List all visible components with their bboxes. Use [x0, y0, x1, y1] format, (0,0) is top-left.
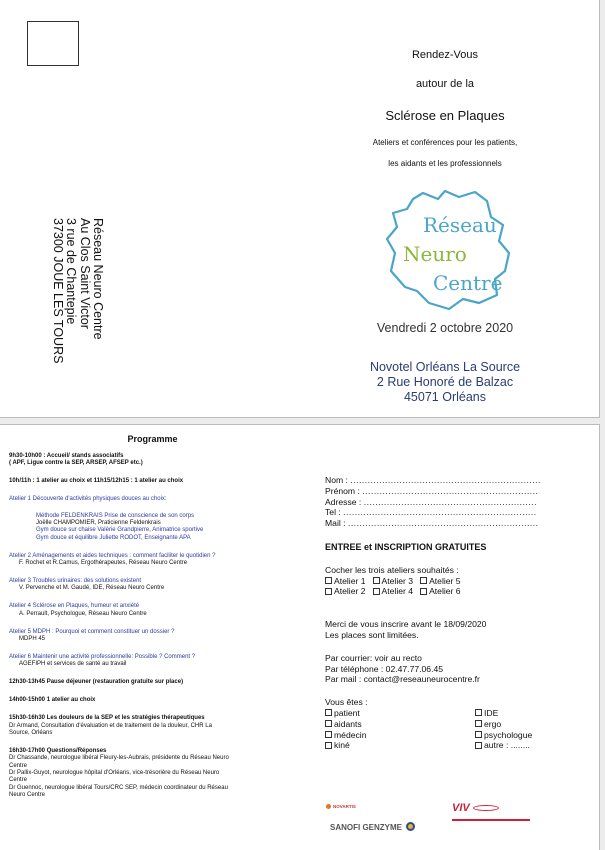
program-lunch [9, 679, 301, 686]
atelier-title: Atelier 3 Troubles urinaires: des solutions existent [9, 578, 142, 585]
invitation-front [0, 0, 600, 418]
role-checkbox[interactable]: patient [325, 708, 475, 719]
ateliers-row-1 [325, 576, 585, 587]
form-heading: ENTREE et INSCRIPTION GRATUITES [325, 541, 487, 552]
invite-title: Sclérose en Plaques [385, 108, 505, 123]
program-text: Gym douce sur chaise Valérie Grandpierre, Animatrice sportive [36, 527, 204, 534]
role-checkbox[interactable]: psychologue [475, 730, 585, 741]
program-text: A. Perrault, Psychologue, Réseau Neuro Centre [19, 610, 147, 617]
program-text: V. Pervenche et M. Gaudé, IDE, Réseau Neuro Centre [19, 585, 165, 592]
program-text: Centre [9, 762, 28, 769]
program-text: F. Rochet et R.Camus, Ergothérapeutes, Réseau Neuro Centre [19, 560, 188, 567]
invitation-back [0, 424, 600, 850]
form-adresse[interactable]: Adresse : ............................................................ [325, 496, 537, 507]
checkbox-icon [420, 588, 427, 595]
logo-word-1: Réseau [423, 213, 497, 237]
novartis-logo: NOVARTIS [326, 804, 356, 809]
atelier-checkbox[interactable]: Atelier 6 [420, 586, 461, 596]
logo-word-2: Neuro [403, 242, 467, 266]
role-checkbox[interactable]: médecin [325, 730, 475, 741]
checkbox-icon [475, 742, 482, 749]
program-text: Gym douce et équilibre Juliette RODOT, Enseignante APA [36, 534, 191, 541]
ateliers-row-2 [325, 586, 585, 597]
form-label: Nom : [325, 475, 348, 485]
atelier-title: Atelier 2 Aménagements et aides techniques : comment faciliter le quotidien ? [9, 552, 216, 559]
atelier-checkbox[interactable]: Atelier 4 [373, 586, 414, 596]
program-conference [9, 715, 301, 737]
form-nom[interactable]: Nom : .................................................................. [325, 475, 541, 485]
program-atelier-6 [9, 654, 301, 669]
program-text: 9h30-10h00 : Accueil/ stands associatifs [9, 453, 124, 459]
atelier-title: Atelier 1 Découverte d'activités physiques douces au choix: [9, 496, 167, 503]
program-text: Source, Orléans [9, 729, 53, 736]
contact-courrier: Par courrier: voir au recto [325, 652, 422, 663]
role-checkbox[interactable]: IDE [475, 708, 585, 719]
contact-telephone: Par téléphone : 02.47.77.06.45 [325, 663, 444, 674]
program-text: Centre [9, 777, 28, 784]
program-text: Dr Guennoc, neurologue libéral Tours/CRC SEP, médecin coordinateur du Réseau [9, 784, 228, 791]
checkbox-icon [325, 577, 332, 584]
viv-logo: VIV [452, 802, 499, 814]
program-list [9, 453, 301, 810]
program-qa [9, 748, 301, 800]
program-atelier-5 [9, 629, 301, 644]
role-checkbox[interactable]: autre : ........ [475, 740, 585, 751]
form-label: Prénom : [325, 485, 360, 496]
role-label: Vous êtes : [325, 697, 368, 708]
atelier-checkbox[interactable]: Atelier 5 [420, 576, 461, 586]
venue-line: Novotel Orléans La Source [369, 360, 521, 374]
venue-line: 2 Rue Honoré de Balzac [376, 375, 514, 389]
contact-email[interactable]: Par mail : contact@reseauneurocentre.fr [325, 674, 480, 685]
program-text: AGEFIPH et services de santé au travail [19, 661, 127, 668]
form-label: Tel : [325, 507, 341, 518]
checkbox-icon [475, 709, 482, 716]
form-label: Mail : [325, 518, 346, 529]
program-title: Programme [127, 434, 178, 444]
program-text: Joëlle CHAMPOMIER, Praticienne Feldenkrais [36, 520, 161, 527]
address-line: 3 rue de Chantepie [64, 218, 79, 325]
checkbox-icon [373, 588, 380, 595]
invite-sub-1: Ateliers et conférences pour les patients, [372, 138, 518, 147]
program-morning [9, 478, 301, 485]
form-mail[interactable]: Mail : .................................................................. [325, 518, 539, 529]
checkbox-icon [325, 742, 332, 749]
invite-line-1: Rendez-Vous [411, 49, 479, 61]
venue-line: 45071 Orléans [403, 390, 486, 404]
checkbox-icon [325, 720, 332, 727]
program-text: 10h/11h : 1 atelier au choix et 11h15/12h15 : 1 atelier au choix [9, 478, 184, 485]
program-text: 14h00-15h00 1 atelier au choix [9, 697, 96, 704]
viv-underline [452, 819, 530, 821]
checkbox-icon [475, 720, 482, 727]
deadline-note: Merci de vous inscrire avant le 18/09/2020 [325, 619, 487, 630]
checkbox-icon [373, 577, 380, 584]
role-checkbox[interactable]: kiné [325, 740, 475, 751]
program-text: 12h30-13h45 Pause déjeuner (restauration gratuite sur place) [9, 679, 184, 686]
role-grid [325, 708, 585, 751]
atelier-checkbox[interactable]: Atelier 3 [373, 576, 414, 586]
places-note: Les places sont limitées. [325, 629, 419, 640]
stamp-box [27, 21, 79, 66]
atelier-title: Atelier 4 Sclérose en Plaques, humeur et anxiété [9, 603, 140, 610]
form-tel[interactable]: Tel : ................................................................... [325, 507, 537, 518]
program-text: Dr Chassande, neurologue libéral Fleury-les-Aubrais, présidente du Réseau Neuro [9, 755, 229, 762]
program-atelier-1 [9, 496, 301, 542]
event-date: Vendredi 2 octobre 2020 [376, 321, 514, 335]
checkbox-icon [325, 588, 332, 595]
program-text: ( APF, Ligue contre la SEP, ARSEP, AFSEP etc.) [9, 460, 143, 467]
program-welcome [9, 453, 301, 468]
program-afternoon [9, 697, 301, 704]
checkbox-icon [475, 731, 482, 738]
program-text: 15h30-16h30 Les douleurs de la SEP et les stratégies thérapeutiques [9, 715, 205, 722]
invite-line-2: autour de la [415, 78, 475, 90]
registration-form [325, 475, 585, 751]
address-line: 37300 JOUE LES TOURS [50, 218, 65, 364]
checkbox-icon [325, 709, 332, 716]
atelier-checkbox[interactable]: Atelier 2 [325, 586, 366, 596]
form-label: Adresse : [325, 496, 362, 507]
role-checkbox[interactable]: aidants [325, 719, 475, 730]
program-text: Dr Pallix-Guyot, neurologue hôpital d'Orléans, vice-trésorière du Réseau Neuro [9, 770, 220, 777]
atelier-title: Atelier 6 Maintenir une activité professionnelle: Possible ? Comment ? [9, 654, 196, 660]
atelier-title: Atelier 5 MDPH : Pourquoi et comment constituer un dossier ? [9, 628, 175, 635]
address-line: Réseau Neuro Centre [91, 218, 105, 340]
ateliers-label: Cocher les trois ateliers souhaités : [325, 564, 459, 575]
return-address [50, 218, 104, 378]
atelier-checkbox[interactable]: Atelier 1 [325, 576, 366, 586]
program-text: MDPH 45 [19, 636, 46, 643]
program-atelier-3 [9, 578, 301, 593]
form-prenom[interactable]: Prénom : ............................................................. [325, 485, 539, 496]
program-text: Dr Armand, Consultation d'évaluation et de traitement de la douleur, CHR La [9, 722, 212, 729]
program-atelier-2 [9, 553, 301, 568]
address-line: Au Clos Saint Victor [77, 218, 92, 329]
sanofi-genzyme-logo: SANOFI GENZYME [330, 822, 415, 832]
program-text: Méthode FELDENKRAIS Prise de conscience de son corps [36, 512, 195, 519]
reseau-neuro-centre-logo [383, 187, 515, 313]
program-text: Neuro Centre [9, 792, 46, 799]
logo-word-3: Centre [433, 271, 503, 295]
checkbox-icon [420, 577, 427, 584]
checkbox-icon [325, 731, 332, 738]
invite-sub-2: les aidants et les professionnels [388, 159, 502, 168]
program-text: 16h30-17h00 Questions/Réponses [9, 747, 107, 754]
program-atelier-4 [9, 603, 301, 618]
role-checkbox[interactable]: ergo [475, 719, 585, 730]
